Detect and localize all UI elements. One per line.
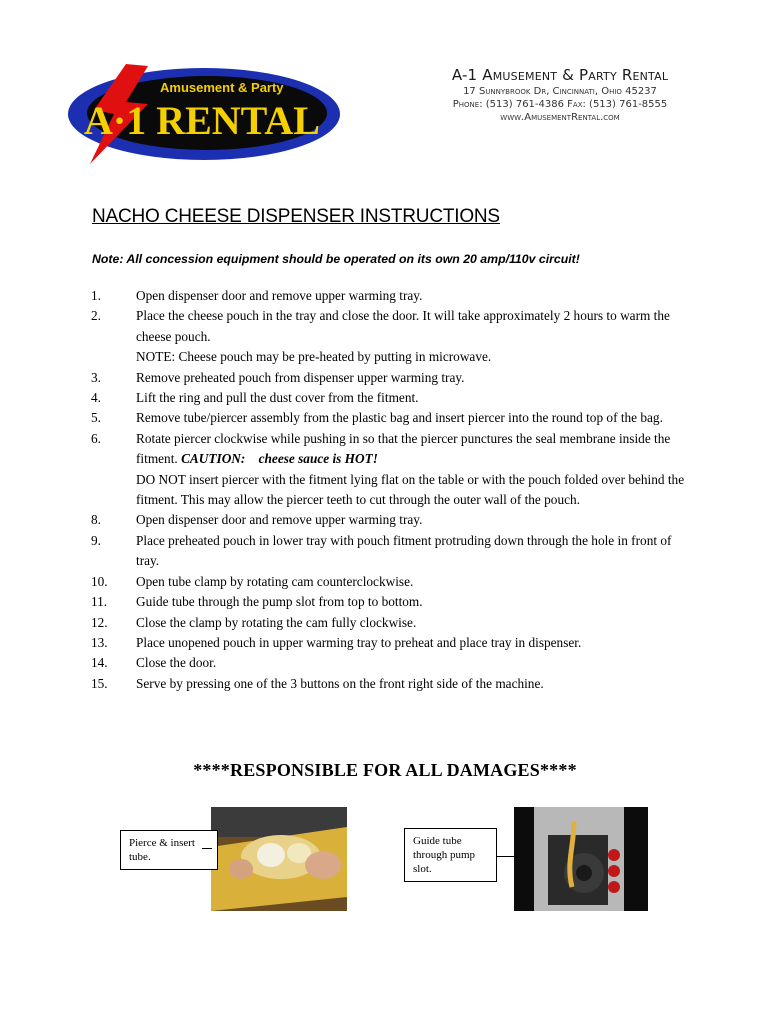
step-body: Place preheated pouch in lower tray with pouch fitment protruding down through the hole in front of tray. [136, 532, 672, 569]
instruction-step [91, 429, 691, 470]
step-number: 4. [91, 390, 101, 406]
step-number: 1. [91, 288, 101, 303]
instruction-step [91, 613, 691, 633]
pierce-tube-photo [211, 807, 347, 911]
pierce-tube-callout: Pierce & insert tube. [120, 830, 218, 870]
step-body: Lift the ring and pull the dust cover from the fitment. [136, 390, 419, 406]
step-text [136, 592, 691, 612]
step-number: 8. [91, 512, 101, 528]
document-title: NACHO CHEESE DISPENSER INSTRUCTIONS [92, 206, 500, 227]
step-number [91, 347, 136, 367]
instruction-step [91, 653, 691, 673]
step-text [136, 429, 691, 470]
step-text [136, 408, 691, 428]
step-number: 14. [91, 655, 108, 671]
instruction-step [91, 592, 691, 612]
step-body: Rotate piercer clockwise while pushing in so that the piercer punctures the seal membrane inside the fitment. [136, 430, 671, 467]
instruction-step [91, 633, 691, 653]
step-body: Serve by pressing one of the 3 buttons on the front right side of the machine. [136, 675, 544, 691]
caution-warning: CAUTION: cheese sauce is HOT! [181, 451, 378, 467]
step-text [136, 306, 691, 347]
step-number [91, 470, 136, 511]
instruction-step [91, 531, 691, 572]
step-text [136, 347, 691, 367]
step-text [136, 653, 691, 673]
responsibility-notice: ****RESPONSIBLE FOR ALL DAMAGES**** [193, 760, 577, 780]
step-body: Remove preheated pouch from dispenser upper warming tray. [136, 369, 465, 385]
company-website: www.AmusementRental.com [500, 112, 620, 123]
step-number: 12. [91, 614, 108, 630]
step-body: Close the clamp by rotating the cam fully clockwise. [136, 614, 417, 630]
step-body: Guide tube through the pump slot from top to bottom. [136, 594, 423, 610]
instruction-step [91, 347, 691, 367]
company-name: A-1 Amusement & Party Rental [451, 66, 669, 84]
instruction-step [91, 510, 691, 530]
instruction-step [91, 572, 691, 592]
instruction-step [91, 388, 691, 408]
instruction-step [91, 470, 691, 511]
step-text [136, 531, 691, 572]
step-number: 3. [91, 369, 101, 385]
right-callout-pointer [497, 856, 515, 857]
company-info [380, 66, 740, 123]
step-text [136, 470, 691, 511]
step-body: Place unopened pouch in upper warming tray to preheat and place tray in dispenser. [136, 634, 582, 650]
step-number: 11. [91, 594, 108, 610]
step-text [136, 510, 691, 530]
step-body: Close the door. [136, 655, 217, 671]
step-number: 10. [91, 573, 108, 589]
step-text [136, 572, 691, 592]
pump-slot-callout: Guide tube through pump slot. [404, 828, 497, 882]
step-body: Open dispenser door and remove upper warming tray. [136, 512, 423, 528]
circuit-note: Note: All concession equipment should be operated on its own 20 amp/110v circuit! [92, 252, 580, 266]
step-text [136, 613, 691, 633]
step-number: 6. [91, 430, 101, 446]
instruction-step [91, 368, 691, 388]
instruction-step [91, 408, 691, 428]
instruction-step [91, 674, 691, 694]
instruction-list [91, 286, 691, 694]
step-text [136, 368, 691, 388]
instruction-step [91, 286, 691, 306]
step-number: 5. [91, 410, 101, 426]
logo-tagline: Amusement & Party [160, 80, 284, 95]
step-body: Open tube clamp by rotating cam counterclockwise. [136, 573, 414, 589]
company-address: 17 Sunnybrook Dr, Cincinnati, Ohio 45237 [463, 86, 657, 97]
step-number: 9. [91, 532, 101, 548]
company-phone-fax: Phone: (513) 761-4386 Fax: (513) 761-8555 [452, 99, 668, 110]
step-body: Place the cheese pouch in the tray and close the door. It will take approximately 2 hours to warm the cheese pouch. [136, 308, 670, 344]
step-text [136, 286, 691, 306]
step-text [136, 388, 691, 408]
step-text [136, 633, 691, 653]
logo-name: A·1 RENTAL [84, 98, 320, 143]
instruction-step [91, 306, 691, 347]
step-number: 13. [91, 634, 108, 650]
step-body: Open dispenser door and remove upper warming tray. [136, 288, 423, 303]
step-body: DO NOT insert piercer with the fitment lying flat on the table or with the pouch folded over behind the fitment. This may allow the piercer teeth to cut through the outer wall of the pouch. [136, 471, 685, 508]
step-body: Remove tube/piercer assembly from the plastic bag and insert piercer into the round top of the bag. [136, 410, 663, 426]
step-number: 15. [91, 675, 108, 691]
step-number: 2. [91, 308, 101, 324]
company-logo [64, 58, 346, 170]
left-callout-pointer [202, 848, 212, 849]
step-text [136, 674, 691, 694]
step-body: NOTE: Cheese pouch may be pre-heated by putting in microwave. [136, 349, 492, 365]
pump-slot-photo [514, 807, 648, 911]
